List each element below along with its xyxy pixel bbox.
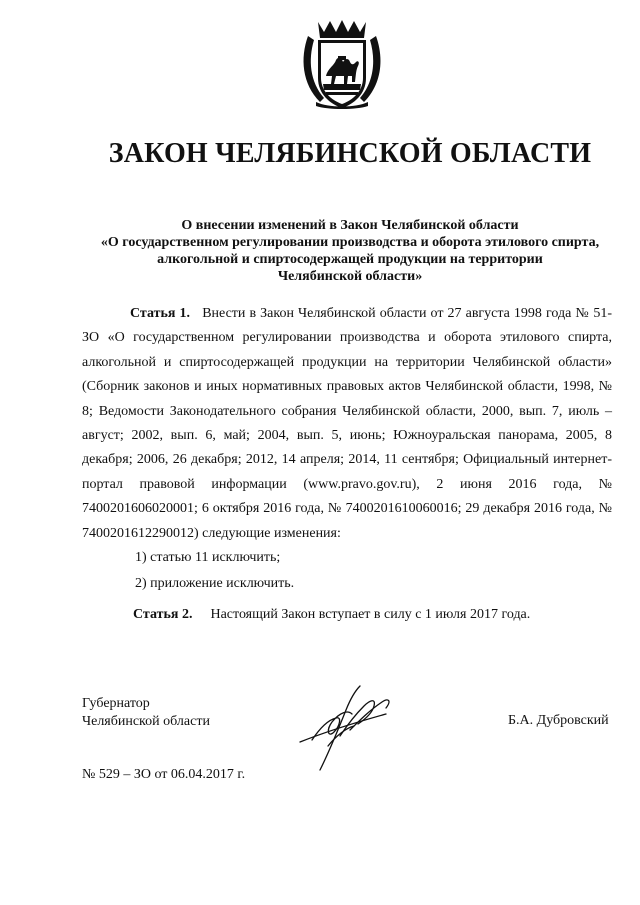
list-item: 2) приложение исключить. (135, 576, 295, 591)
article-1 (82, 302, 612, 546)
signatory-name: Б.А. Дубровский (508, 713, 609, 728)
coat-of-arms-icon (298, 18, 386, 110)
signatory-position-line-2: Челябинской области (82, 714, 210, 729)
law-subject (60, 217, 640, 285)
subject-line-4: Челябинской области» (277, 269, 423, 284)
article-2 (133, 607, 530, 623)
subject-line-1: О внесении изменений в Закон Челябинской области (181, 218, 519, 233)
handwritten-signature-icon (290, 680, 400, 775)
signatory-position-line-1: Губернатор (82, 696, 150, 711)
signatory-position (82, 695, 210, 731)
law-title: ЗАКОН ЧЕЛЯБИНСКОЙ ОБЛАСТИ (108, 138, 592, 169)
subject-line-2: «О государственном регулировании производства и оборота этилового спирта, (100, 235, 600, 250)
article-1-text: Внести в Закон Челябинской области от 27 августа 1998 года № 51-ЗО «О государственном регулировании производства и оборота этилового спирта, алкогольной и спиртосодержащей продукции на территории Челябинской области» (Сборник законов и иных нормативных правовых актов Челябинской области, 1998, № 8; Ведомости Законодательного собрания Челябинской области, 2000, вып. 7, июль – август; 2002, вып. 6, май; 2004, вып. 5, июнь; Южноуральская панорама, 2005, 8 декабря; 2006, 26 декабря; 2012, 14 апреля; 2014, 11 сентября; Официальный интернет-портал правовой информации (www.pravo.gov.ru), 2 июня 2016 года, № 7400201606020001; 6 октября 2016 года, № 7400201610060016; 29 декабря 2016 года, № 7400201612290012) следующие изменения: (82, 306, 613, 541)
article-1-items (135, 545, 294, 597)
list-item: 1) статью 11 исключить; (135, 550, 281, 565)
article-2-label: Статья 2. (133, 607, 193, 622)
article-2-text: Настоящий Закон вступает в силу с 1 июля 2017 года. (210, 607, 531, 622)
subject-line-3: алкогольной и спиртосодержащей продукции на территории (157, 252, 543, 267)
article-1-label: Статья 1. (130, 306, 191, 321)
law-number-date: № 529 – ЗО от 06.04.2017 г. (82, 767, 246, 782)
